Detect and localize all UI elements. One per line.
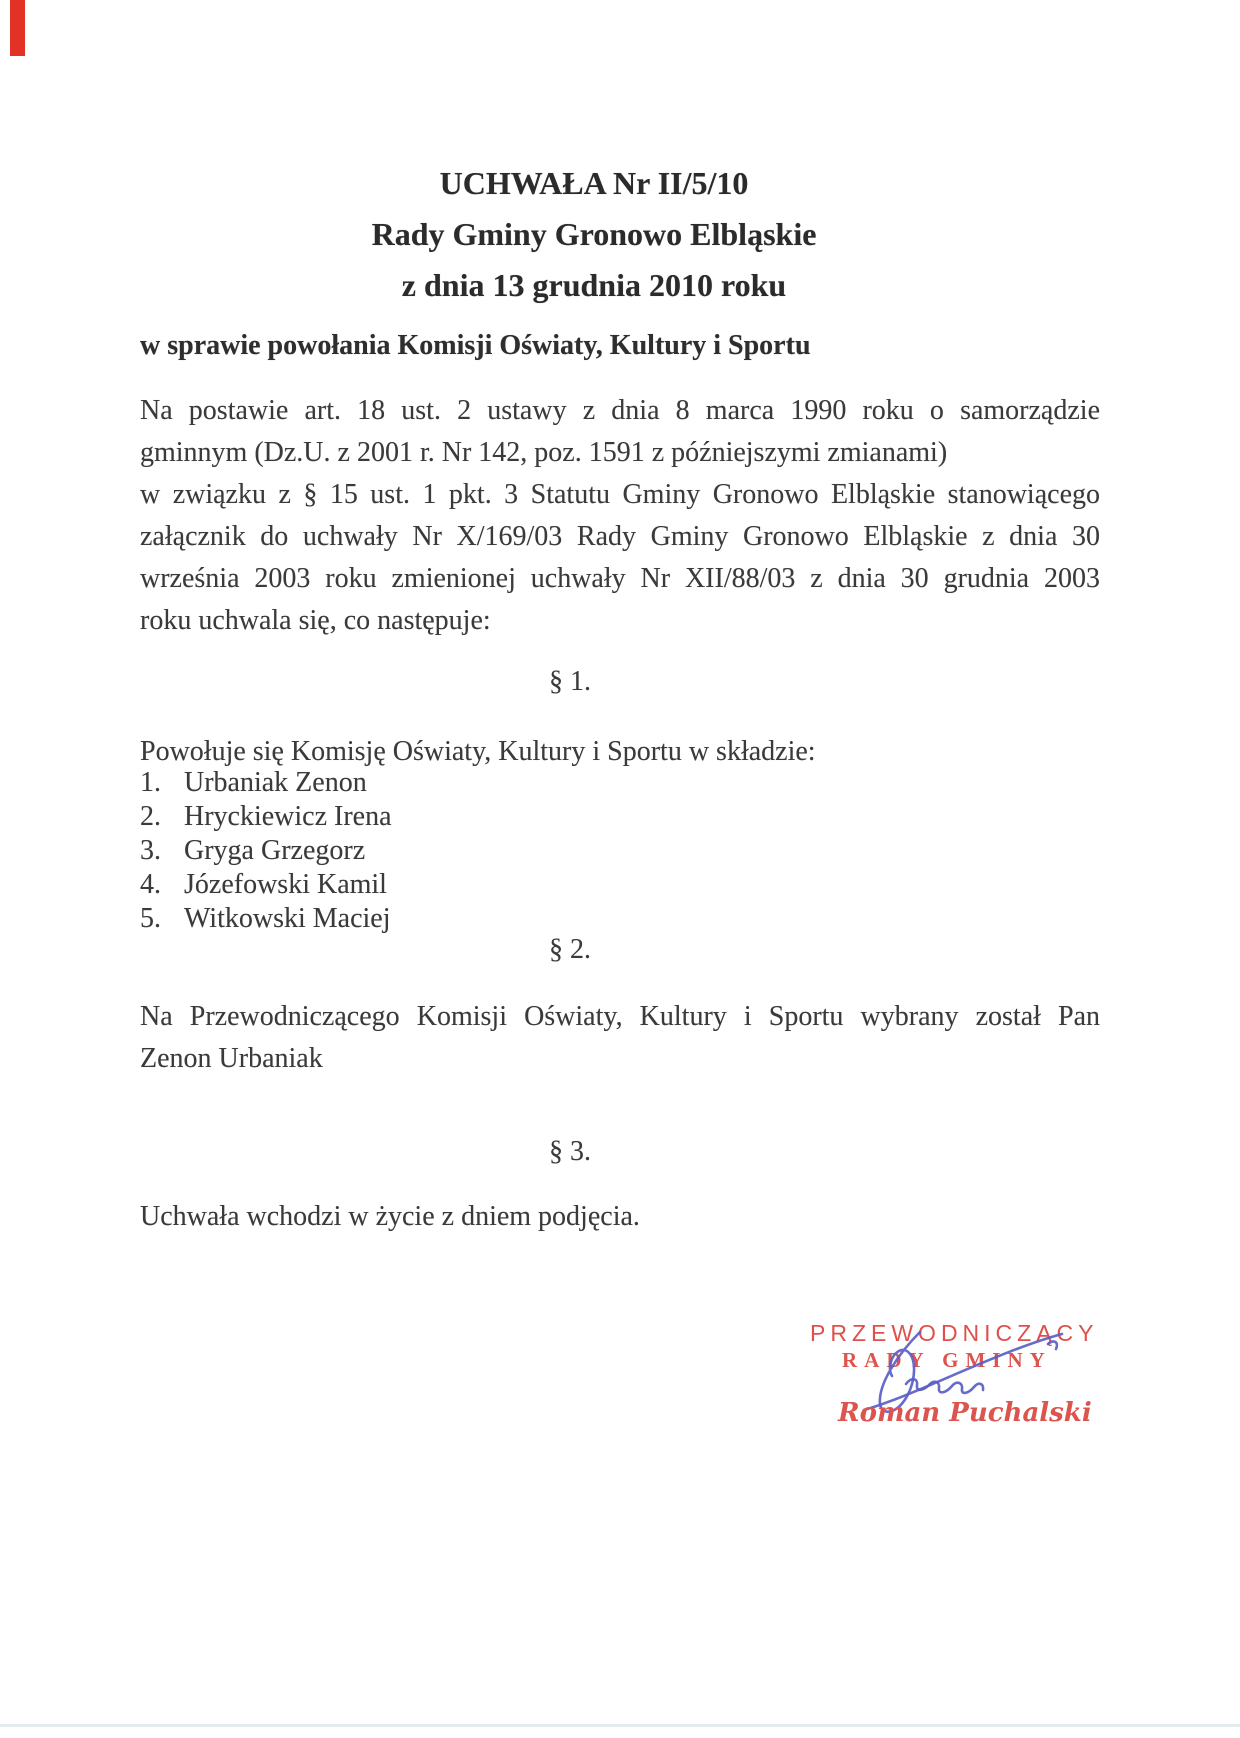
stamp-role-line1: PRZEWODNICZĄCY xyxy=(810,1320,1099,1346)
section-3-mark: § 3. xyxy=(549,1136,591,1167)
legal-line: Na postawie art. 18 ust. 2 ustawy z dnia 8 marca 1990 roku o samorządzie xyxy=(140,395,1100,426)
member-name: Urbaniak Zenon xyxy=(184,767,367,798)
member-name: Witkowski Maciej xyxy=(184,903,391,934)
legal-basis-paragraph xyxy=(140,390,1100,642)
title-line-council: Rady Gminy Gronowo Elbląskie xyxy=(371,216,817,252)
stamp-role-line2: RADY GMINY xyxy=(842,1348,1052,1372)
member-name: Józefowski Kamil xyxy=(184,869,387,900)
chairman-line: Na Przewodniczącego Komisji Oświaty, Kultury i Sportu wybrany został Pan xyxy=(140,1001,1100,1032)
scan-artifact-red-strip xyxy=(10,0,25,56)
document-title xyxy=(114,158,1074,311)
list-item xyxy=(140,766,1100,800)
member-number: 5. xyxy=(140,903,161,934)
member-number: 3. xyxy=(140,835,161,866)
legal-line: gminnym (Dz.U. z 2001 r. Nr 142, poz. 1591 z późniejszymi zmianami) xyxy=(140,437,948,468)
member-name: Gryga Grzegorz xyxy=(184,835,366,866)
list-item xyxy=(140,834,1100,868)
committee-intro: Powołuje się Komisję Oświaty, Kultury i Sportu w składzie: xyxy=(140,736,816,767)
legal-line: września 2003 roku zmienionej uchwały Nr XII/88/03 z dnia 30 grudnia 2003 xyxy=(140,563,1100,594)
effective-date-paragraph: Uchwała wchodzi w życie z dniem podjęcia. xyxy=(140,1201,640,1232)
committee-member-list xyxy=(140,766,1100,936)
list-item xyxy=(140,800,1100,834)
chairman-signed-name: Roman Puchalski xyxy=(838,1398,1092,1428)
signature-block xyxy=(700,1316,1120,1456)
legal-line: roku uchwala się, co następuje: xyxy=(140,605,491,636)
scan-artifact-bottom-line xyxy=(0,1724,1240,1727)
legal-line: w związku z § 15 ust. 1 pkt. 3 Statutu Gminy Gronowo Elbląskie stanowiącego xyxy=(140,479,1100,510)
legal-line: załącznik do uchwały Nr X/169/03 Rady Gminy Gronowo Elbląskie z dnia 30 xyxy=(140,521,1100,552)
chairman-paragraph xyxy=(140,996,1100,1080)
section-2-mark: § 2. xyxy=(549,934,591,965)
member-name: Hryckiewicz Irena xyxy=(184,801,392,832)
member-number: 4. xyxy=(140,869,161,900)
chairman-line: Zenon Urbaniak xyxy=(140,1043,323,1074)
title-line-number: UCHWAŁA Nr II/5/10 xyxy=(439,165,749,201)
subject-line: w sprawie powołania Komisji Oświaty, Kultury i Sportu xyxy=(140,330,811,361)
title-line-date: z dnia 13 grudnia 2010 roku xyxy=(401,267,787,303)
list-item xyxy=(140,902,1100,936)
member-number: 2. xyxy=(140,801,161,832)
list-item xyxy=(140,868,1100,902)
section-1-mark: § 1. xyxy=(549,666,591,697)
member-number: 1. xyxy=(140,767,161,798)
